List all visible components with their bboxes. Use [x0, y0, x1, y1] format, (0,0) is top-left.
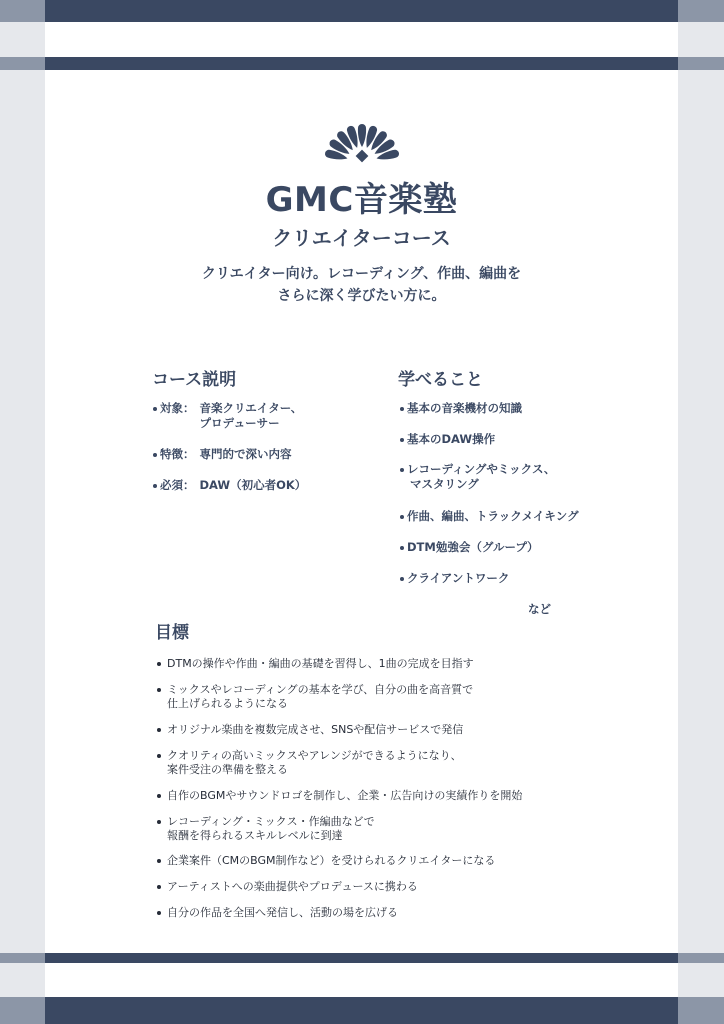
course-description-heading: コース説明 [152, 370, 237, 390]
top-thin-band-center [45, 57, 678, 70]
item-text [407, 462, 555, 492]
item-text [200, 478, 307, 493]
bullet-icon [157, 911, 161, 915]
goal-line: 仕上げられるようになる [167, 697, 288, 710]
item-line: 専門的で深い内容 [199, 447, 292, 461]
bullet-icon [153, 453, 157, 457]
page-title: GMC音楽塾 [265, 180, 458, 220]
goal-line: 企業案件（CMのBGM制作など）を受けられるクリエイターになる [167, 854, 496, 867]
goal-text [167, 657, 474, 671]
item-line: 作曲、編曲、トラックメイキング [407, 509, 579, 523]
bottom-band-center [45, 997, 678, 1024]
bullet-icon [157, 885, 161, 889]
item-line: DAW（初心者OK） [199, 478, 307, 492]
learn-item [400, 432, 495, 447]
bullet-icon [400, 407, 404, 411]
bullet-icon [157, 820, 161, 824]
bullet-icon [400, 546, 404, 550]
goal-text [167, 683, 473, 711]
goal-line: 案件受注の準備を整える [167, 763, 288, 776]
tagline-line: さらに深く学びたい方に。 [277, 288, 446, 304]
course-name: クリエイターコース [272, 226, 451, 250]
item-text [407, 540, 539, 555]
goal-line: 報酬を得られるスキルレベルに到達 [167, 829, 343, 842]
item-text [407, 571, 509, 586]
goal-item [157, 854, 495, 868]
learn-item [400, 401, 522, 416]
goal-item [157, 815, 375, 843]
goal-text [167, 906, 398, 920]
top-band [0, 0, 724, 22]
bullet-icon [157, 688, 161, 692]
learn-heading: 学べること [398, 370, 483, 390]
bullet-icon [157, 662, 161, 666]
learn-item [400, 540, 539, 555]
course-description-item [153, 447, 292, 462]
learn-item [400, 462, 555, 492]
goal-item [157, 749, 462, 777]
item-line: DTM勉強会（グループ） [407, 540, 539, 554]
goal-line: アーティストへの楽曲提供やプロデュースに携わる [167, 880, 418, 893]
item-text [407, 509, 579, 524]
item-line: プロデューサー [199, 416, 280, 430]
item-label: 特徴： [160, 447, 195, 461]
goal-line: レコーディング・ミックス・作編曲などで [167, 815, 375, 828]
bullet-icon [157, 728, 161, 732]
learn-item [400, 509, 579, 524]
goal-text [167, 854, 495, 868]
goal-text [167, 749, 462, 777]
bullet-icon [153, 407, 157, 411]
goal-line: 自分の作品を全国へ発信し、活動の場を広げる [167, 906, 398, 919]
goals-heading: 目標 [155, 623, 189, 643]
bullet-icon [400, 438, 404, 442]
item-line: 基本のDAW操作 [407, 432, 496, 446]
logo-icon [322, 116, 402, 168]
item-line: レコーディングやミックス、 [407, 462, 556, 476]
course-description-item [153, 478, 306, 493]
bullet-icon [400, 468, 404, 472]
goal-item [157, 906, 398, 920]
goal-item [157, 657, 474, 671]
item-line: 基本の音楽機材の知識 [407, 401, 522, 415]
bottom-thin-band [0, 953, 724, 963]
goal-item [157, 880, 418, 894]
item-text [200, 447, 292, 462]
course-description-item [153, 401, 302, 431]
bullet-icon [157, 859, 161, 863]
bottom-thin-band-center [45, 953, 678, 963]
item-line: 音楽クリエイター、 [199, 401, 303, 415]
item-line: マスタリング [410, 477, 479, 491]
goal-text [167, 815, 375, 843]
goal-line: ミックスやレコーディングの基本を学び、自分の曲を高音質で [167, 683, 474, 696]
bullet-icon [157, 794, 161, 798]
goal-text [167, 880, 418, 894]
goal-line: オリジナル楽曲を複数完成させ、SNSや配信サービスで発信 [167, 723, 464, 736]
goal-text [167, 789, 522, 803]
item-label: 対象： [160, 401, 195, 415]
top-band-center [45, 0, 678, 22]
goal-item [157, 683, 473, 711]
item-text [407, 401, 522, 416]
goal-text [167, 723, 463, 737]
item-text [200, 401, 303, 431]
bullet-icon [153, 484, 157, 488]
learn-footnote: など [528, 602, 551, 616]
bullet-icon [400, 515, 404, 519]
tagline-line: クリエイター向け。レコーディング、作曲、編曲を [201, 266, 522, 282]
goal-item [157, 789, 522, 803]
item-text [407, 432, 495, 447]
goal-item [157, 723, 463, 737]
bottom-band [0, 997, 724, 1024]
bullet-icon [400, 577, 404, 581]
goal-line: クオリティの高いミックスやアレンジができるようになり、 [167, 749, 462, 762]
goal-line: 自作のBGMやサウンドロゴを制作し、企業・広告向けの実績作りを開始 [167, 789, 523, 802]
item-line: クライアントワーク [407, 571, 510, 585]
tagline [45, 263, 678, 307]
learn-item [400, 571, 509, 586]
item-label: 必須： [160, 478, 195, 492]
bullet-icon [157, 754, 161, 758]
goal-line: DTMの操作や作曲・編曲の基礎を習得し、1曲の完成を目指す [167, 657, 474, 670]
top-thin-band [0, 57, 724, 70]
